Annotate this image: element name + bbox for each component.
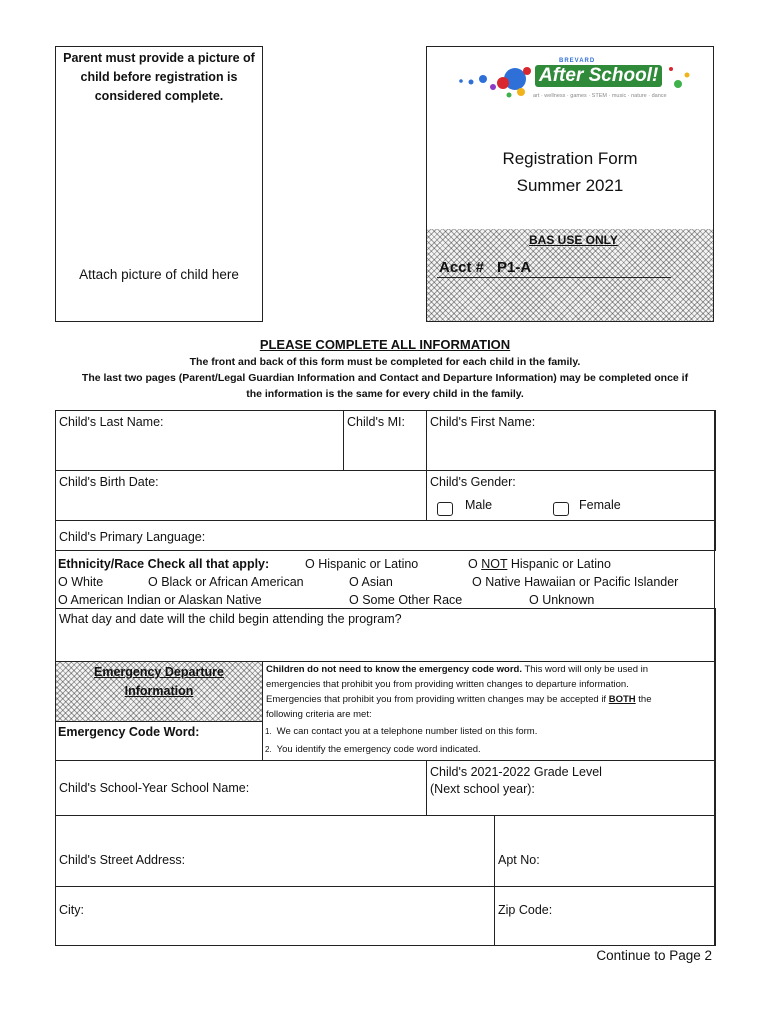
emergency-code-word-label: Emergency Code Word: [58,725,200,739]
emergency-note-bold: Children do not need to know the emergency code word. [266,664,522,675]
logo-main-text: After School! [535,65,662,87]
acct-label: Acct # [439,259,485,276]
criteria-2-number: 2. [265,745,272,754]
male-label: Male [465,498,493,512]
ethnicity-hispanic[interactable]: O Hispanic or Latino [305,557,419,571]
instructions-line-2: The last two pages (Parent/Legal Guardian Information and Contact and Departure Information) may be completed once if [81,372,689,384]
form-subtitle: Summer 2021 [516,176,624,195]
emergency-note-3-post: the [635,694,652,705]
criteria-1-text: We can contact you at a telephone number listed on this form. [276,726,538,737]
continue-label: Continue to Page 2 [596,948,712,963]
grade-level-label-1: Child's 2021-2022 Grade Level [430,765,602,779]
male-checkbox[interactable] [437,502,453,516]
gender-label: Child's Gender: [430,475,516,489]
primary-language-label: Child's Primary Language: [59,530,206,544]
bas-use-only-label: BAS USE ONLY [529,233,618,247]
emergency-note-line-4: following criteria are met: [266,709,372,720]
emergency-note-both: BOTH [608,694,636,705]
emergency-heading-1: Emergency Departure [94,665,224,679]
school-name-field[interactable] [55,760,427,816]
ethnicity-section [56,551,714,609]
ethnicity-hawaiian[interactable]: O Native Hawaiian or Pacific Islander [472,575,679,589]
birth-date-label: Child's Birth Date: [59,475,159,489]
instructions-heading: PLEASE COMPLETE ALL INFORMATION [259,337,511,352]
ethnicity-other[interactable]: O Some Other Race [349,593,463,607]
emergency-criteria-2 [265,742,481,757]
first-name-field[interactable] [426,410,716,471]
school-name-label: Child's School-Year School Name: [59,781,250,795]
emergency-note-line-3 [266,692,712,707]
emergency-note [266,662,712,722]
form-title: Registration Form [502,149,638,168]
form-header-box [426,46,714,322]
mi-label: Child's MI: [347,415,405,429]
first-name-label: Child's First Name: [430,415,536,429]
emergency-note-line-2: emergencies that prohibit you from providing written changes to departure information. [266,679,629,690]
begin-date-label: What day and date will the child begin attending the program? [59,612,402,626]
not-hispanic-not: NOT [481,557,508,571]
not-hispanic-prefix: O [468,557,482,571]
ethnicity-american-indian[interactable]: O American Indian or Alaskan Native [58,593,262,607]
city-label: City: [59,903,84,917]
emergency-note-1: This word will only be used in [522,664,649,675]
ethnicity-not-hispanic[interactable] [468,557,611,571]
after-school-logo [453,57,693,109]
grade-level-field[interactable] [426,760,716,816]
apt-field[interactable] [494,815,716,887]
city-field[interactable] [55,886,495,946]
begin-date-field[interactable] [55,608,716,662]
ethnicity-heading: Ethnicity/Race Check all that apply: [58,557,270,571]
ethnicity-unknown[interactable]: O Unknown [529,593,595,607]
emergency-code-word-field[interactable] [55,721,263,761]
criteria-2-text: You identify the emergency code word indicated. [276,744,481,755]
acct-value: P1-A [497,259,532,276]
female-checkbox[interactable] [553,502,569,516]
instructions-line-1: The front and back of this form must be completed for each child in the family. [189,356,581,368]
ethnicity-asian[interactable]: O Asian [349,575,393,589]
logo-tagline: art · wellness · games · STEM · music · nature · dance [533,93,667,99]
gender-field [426,470,716,521]
criteria-1-number: 1. [265,727,272,736]
photo-notice: Parent must provide a picture of child before registration is considered complete. [63,51,255,103]
birth-date-field[interactable] [55,470,427,521]
last-name-field[interactable] [55,410,344,471]
last-name-label: Child's Last Name: [59,415,164,429]
mi-field[interactable] [343,410,427,471]
emergency-note-line-1 [266,662,712,677]
ethnicity-black[interactable]: O Black or African American [148,575,304,589]
not-hispanic-suffix: Hispanic or Latino [507,557,611,571]
photo-box[interactable] [55,46,263,322]
emergency-heading-cell [55,661,263,722]
emergency-criteria-1 [265,724,537,739]
street-address-field[interactable] [55,815,495,887]
emergency-heading-2: Information [124,684,194,698]
logo-top-text: BREVARD [559,58,596,64]
grade-level-label-2: (Next school year): [430,782,535,796]
ethnicity-white[interactable]: O White [58,575,104,589]
emergency-note-cell [262,661,716,761]
form-table [55,410,715,946]
apt-label: Apt No: [498,853,540,867]
zip-field[interactable] [494,886,716,946]
zip-label: Zip Code: [498,903,553,917]
street-address-label: Child's Street Address: [59,853,186,867]
instructions-line-3: the information is the same for every child in the family. [246,388,524,400]
acct-underline [437,277,671,278]
female-label: Female [579,498,621,512]
photo-attach-label: Attach picture of child here [79,267,239,282]
bas-use-only-area [427,229,713,321]
emergency-note-3-pre: Emergencies that prohibit you from providing written changes may be accepted if [266,694,609,705]
primary-language-field[interactable] [55,520,716,551]
